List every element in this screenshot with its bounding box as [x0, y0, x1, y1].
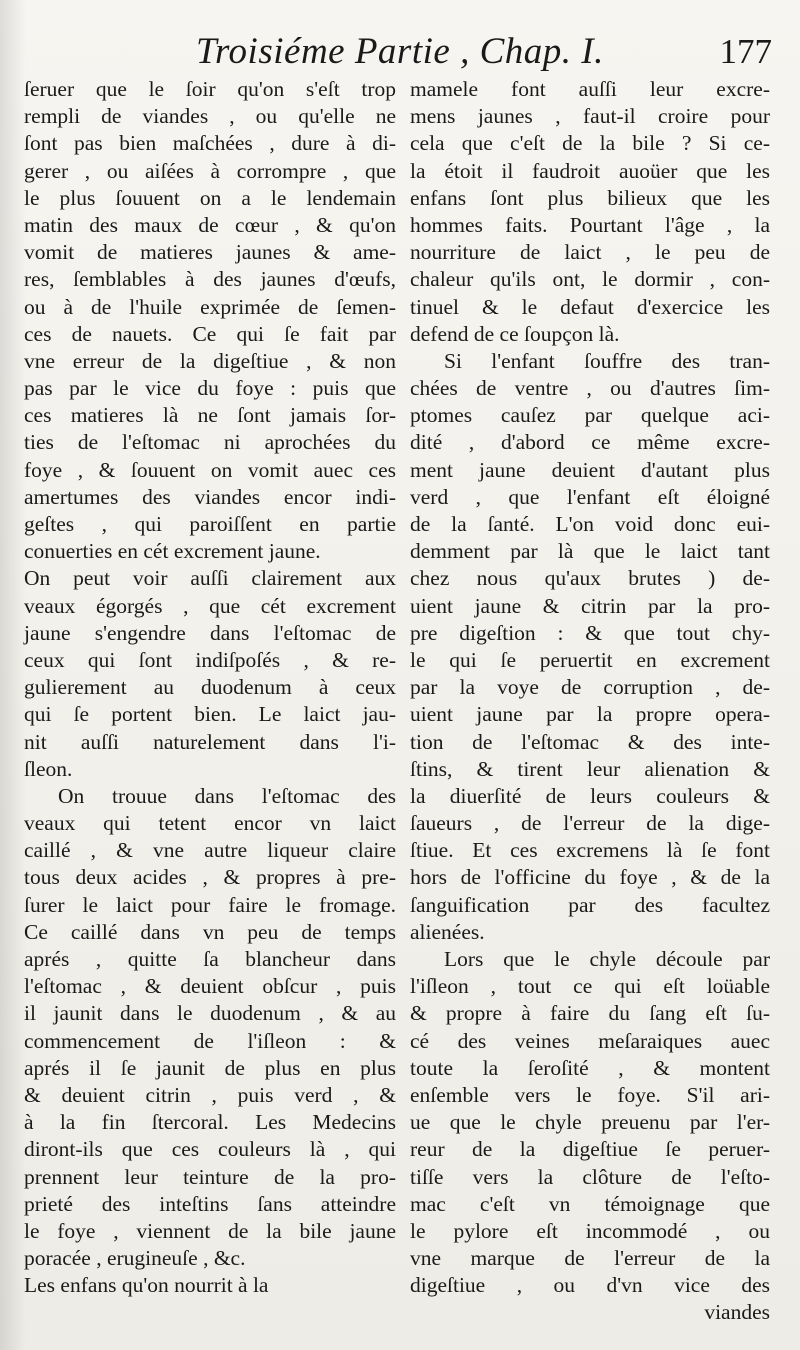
- text-line: qui ſe portent bien. Le laict jau-: [24, 702, 396, 727]
- text-line: amertumes des viandes encor indi-: [24, 484, 396, 509]
- text-line: hommes faits. Pourtant l'âge , la: [410, 212, 770, 237]
- text-line: mamele font auſſi leur excre-: [410, 77, 770, 101]
- text-line: foye , & ſouuent on vomit auec ces: [24, 457, 396, 482]
- text-line: mens jaunes , faut-il croire pour: [410, 104, 770, 129]
- text-line: Si l'enfant ſouffre des tran-: [444, 348, 770, 373]
- text-line: dité , d'abord ce même excre-: [410, 430, 770, 455]
- text-line: uient jaune par la propre opera-: [410, 702, 770, 727]
- text-line: rempli de viandes , ou qu'elle ne: [24, 104, 396, 129]
- text-line: ſurer le laict pour faire le fromage.: [24, 892, 396, 917]
- text-line: ue que le chyle preuenu par l'er-: [410, 1110, 770, 1135]
- text-line: cela que c'eſt de la bile ? Si ce-: [410, 131, 770, 156]
- text-line: ces matieres là ne ſont jamais ſor-: [24, 403, 396, 428]
- text-line: ptomes cauſez par quelque aci-: [410, 403, 770, 428]
- text-line: ſtiue. Et ces excremens là ſe font: [410, 838, 770, 863]
- text-line: toute la ſeroſité , & montent: [410, 1055, 770, 1080]
- text-line: enfans ſont plus bilieux que les: [410, 185, 770, 210]
- text-line: prennent leur teinture de la pro-: [24, 1164, 396, 1189]
- text-line: par la voye de corruption , de-: [410, 675, 770, 700]
- text-line: vne marque de l'erreur de la: [410, 1246, 770, 1271]
- running-head: [0, 22, 800, 76]
- text-line: poracée , erugineuſe , &c.: [24, 1246, 246, 1271]
- text-line: enſemble vers le foye. S'il ari-: [410, 1082, 770, 1107]
- text-line: res, ſemblables à des jaunes d'œufs,: [24, 267, 396, 292]
- text-line: veaux qui tetent encor vn laict: [24, 811, 396, 836]
- text-line: chez nous qu'aux brutes ) de-: [410, 566, 770, 591]
- text-line: gulierement au duodenum à ceux: [24, 675, 396, 700]
- text-line: ou à de l'huile exprimée de ſemen-: [24, 294, 396, 319]
- text-line: ſaueurs , de l'erreur de la dige-: [410, 811, 770, 836]
- text-line: de la ſanté. L'on void donc eui-: [410, 512, 770, 536]
- text-line: reur de la digeſtiue ſe peruer-: [410, 1137, 770, 1162]
- text-line: conuerties en cét excrement jaune.: [24, 539, 321, 564]
- text-line: aprés , quitte ſa blancheur dans: [24, 947, 396, 971]
- text-line: pre digeſtion : & que tout chy-: [410, 620, 770, 645]
- text-line: prieté des inteſtins ſans atteindre: [24, 1191, 396, 1216]
- text-line: matin des maux de cœur , & qu'on: [24, 212, 396, 237]
- text-line: nit auſſi naturelement dans l'i-: [24, 729, 396, 754]
- text-line: geſtes , qui paroiſſent en partie: [24, 512, 396, 536]
- text-line: il jaunit dans le duodenum , & au: [24, 1001, 396, 1026]
- text-line: ceux qui ſont indiſpoſés , & re-: [24, 647, 396, 672]
- text-line: mac c'eſt vn témoignage que: [410, 1191, 770, 1216]
- text-line: le plus ſouuent on a le lendemain: [24, 185, 396, 210]
- text-line: tinuel & le defaut d'exercice les: [410, 294, 770, 319]
- running-title: Troisiéme Partie , Chap. I.: [196, 31, 604, 72]
- text-line: tion de l'eſtomac & des inte-: [410, 729, 770, 754]
- text-line: caillé , & vne autre liqueur claire: [24, 838, 396, 863]
- text-line: verd , que l'enfant eſt éloigné: [410, 484, 770, 509]
- text-line: vne erreur de la digeſtiue , & non: [24, 348, 396, 373]
- text-line: defend de ce ſoupçon là.: [410, 321, 620, 346]
- text-line: aprés il ſe jaunit de plus en plus: [24, 1055, 396, 1080]
- text-line: Ce caillé dans vn peu de temps: [24, 919, 396, 944]
- text-line: & propre à faire du ſang eſt ſu-: [410, 1001, 770, 1026]
- text-line: diront-ils que ces couleurs là , qui: [24, 1137, 396, 1162]
- text-column-right: [410, 76, 770, 1327]
- text-line: ſanguification par des facultez: [410, 892, 770, 917]
- text-line: le pylore eſt incommodé , ou: [410, 1218, 770, 1243]
- text-line: pas par le vice du foye : puis que: [24, 376, 396, 401]
- text-line: digeſtiue , ou d'vn vice des: [410, 1273, 770, 1298]
- text-line: chées de ventre , ou d'autres ſim-: [410, 376, 770, 401]
- page-number: 177: [719, 32, 772, 71]
- text-line: jaune s'engendre dans l'eſtomac de: [24, 620, 396, 645]
- text-line: Les enfans qu'on nourrit à la: [24, 1273, 269, 1298]
- text-line: ſtins, & tirent leur alienation &: [410, 756, 770, 781]
- text-column-left: [24, 76, 396, 1299]
- text-line: à la fin ſtercoral. Les Medecins: [24, 1110, 396, 1135]
- text-line: vomit de matieres jaunes & ame-: [24, 240, 396, 265]
- text-line: veaux égorgés , que cét excrement: [24, 593, 396, 618]
- text-line: uient jaune & citrin par la pro-: [410, 593, 770, 618]
- text-line: demment par là que le laict tant: [410, 539, 770, 564]
- text-line: la étoit il faudroit auoüer que les: [410, 158, 770, 183]
- text-line: ment jaune deuient d'autant plus: [410, 457, 770, 482]
- text-line: ſleon.: [24, 756, 73, 781]
- text-line: commencement de l'iſleon : &: [24, 1028, 396, 1053]
- text-line: ties de l'eſtomac ni aprochées du: [24, 430, 396, 455]
- text-line: l'iſleon , tout ce qui eſt loüable: [410, 974, 770, 999]
- text-line: cé des veines meſaraiques auec: [410, 1028, 770, 1053]
- text-line: nourriture de laict , le peu de: [410, 240, 770, 265]
- text-line: On peut voir auſſi clairement aux: [24, 566, 396, 591]
- text-line: Lors que le chyle découle par: [444, 947, 770, 971]
- text-line: le qui ſe peruertit en excrement: [410, 647, 770, 672]
- text-line: viandes: [704, 1300, 770, 1325]
- text-line: chaleur qu'ils ont, le dormir , con-: [410, 267, 770, 292]
- text-line: & deuient citrin , puis verd , &: [24, 1082, 396, 1107]
- text-line: tous deux acides , & propres à pre-: [24, 865, 396, 890]
- text-line: On trouue dans l'eſtomac des: [58, 783, 396, 808]
- text-line: ces de nauets. Ce qui ſe fait par: [24, 321, 396, 346]
- text-line: l'eſtomac , & deuient obſcur , puis: [24, 974, 396, 999]
- text-line: tiſſe vers la clôture de l'eſto-: [410, 1164, 770, 1189]
- text-line: gerer , ou aiſées à corrompre , que: [24, 158, 396, 183]
- text-line: alienées.: [410, 919, 485, 944]
- text-line: hors de l'officine du foye , & de la: [410, 865, 770, 890]
- text-line: le foye , viennent de la bile jaune: [24, 1218, 396, 1243]
- text-line: ſont pas bien maſchées , dure à di-: [24, 131, 396, 156]
- text-line: la diuerſité de leurs couleurs &: [410, 783, 770, 808]
- text-line: ſeruer que le ſoir qu'on s'eſt trop: [24, 77, 396, 101]
